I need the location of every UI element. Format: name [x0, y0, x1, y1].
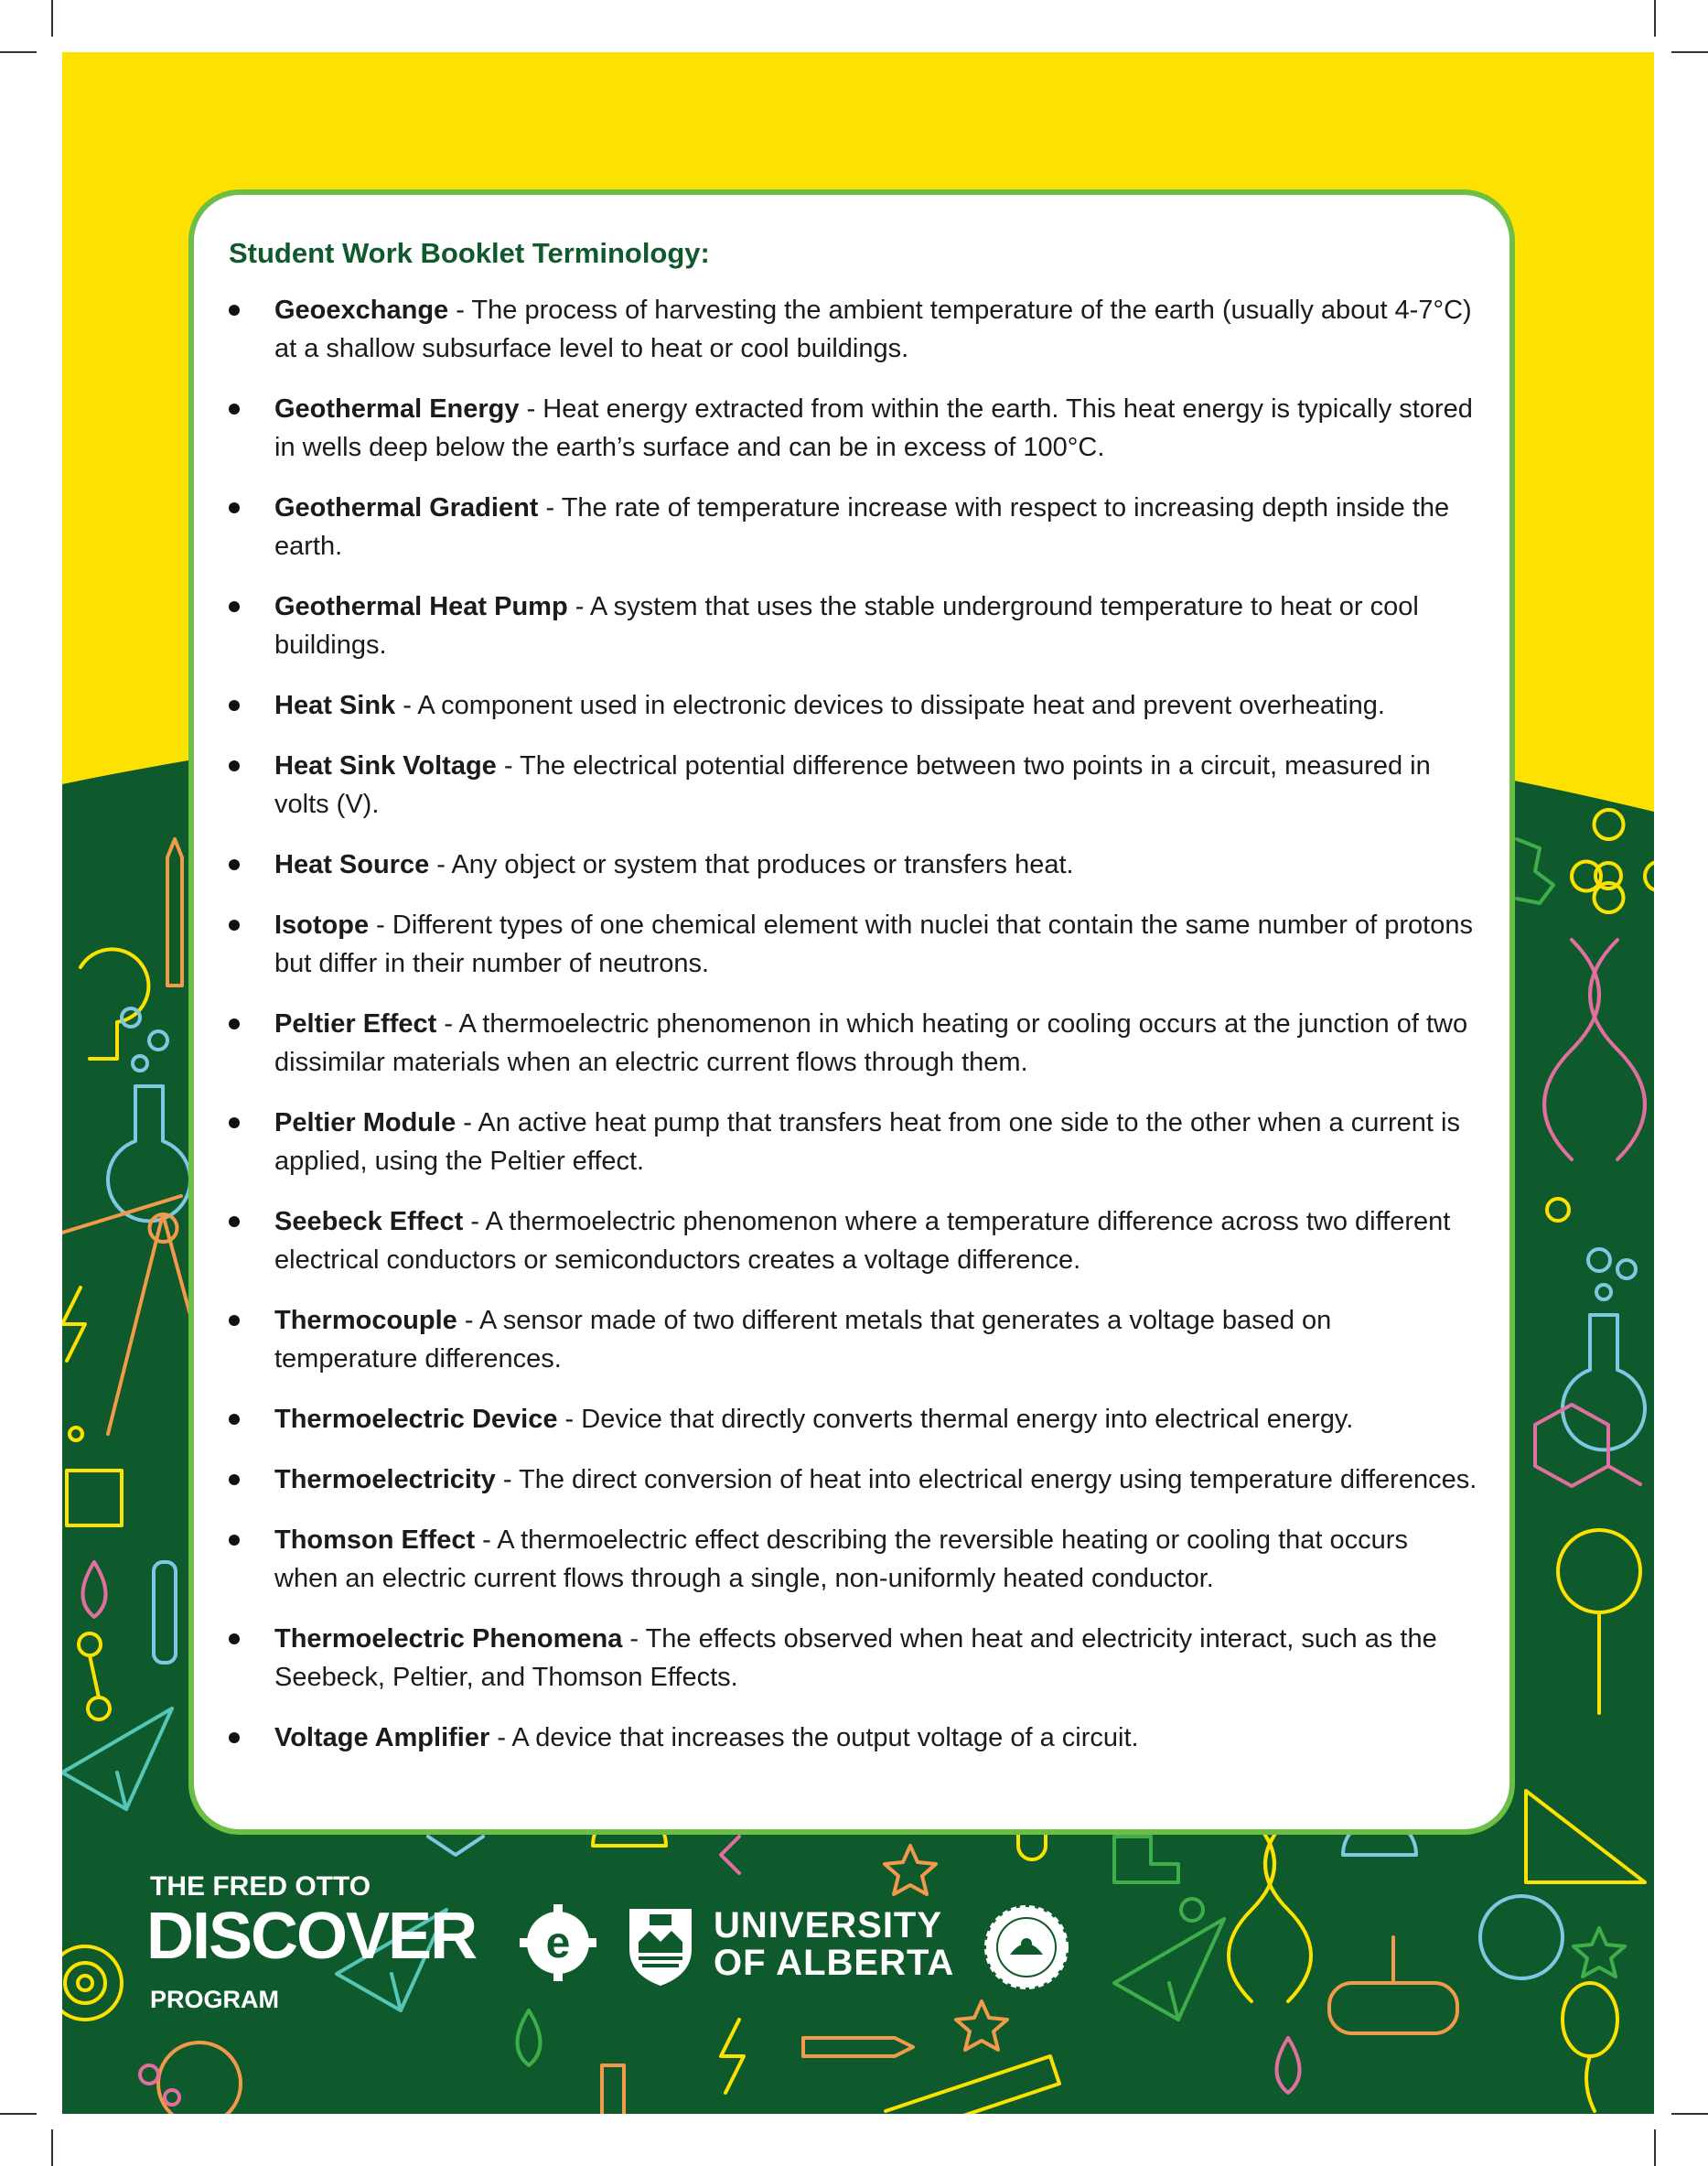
term-item [229, 1301, 1478, 1378]
crop-mark [0, 51, 37, 53]
booklet-page [62, 52, 1654, 2114]
bullet-icon [229, 859, 240, 870]
term-item [229, 846, 1478, 884]
term-item [229, 1719, 1478, 1757]
bullet-icon [229, 1474, 240, 1485]
crop-mark [1671, 51, 1708, 53]
bullet-icon [229, 1117, 240, 1128]
university-name-line1: UNIVERSITY [714, 1905, 943, 1945]
terminology-card [188, 189, 1515, 1835]
crop-mark [0, 2113, 37, 2115]
term-item [229, 390, 1478, 467]
term-name: Voltage Amplifier [274, 1723, 490, 1752]
term-item [229, 1521, 1478, 1598]
crop-mark [1671, 2113, 1708, 2115]
term-definition: - A device that increases the output voltage of a circuit. [489, 1723, 1139, 1752]
term-name: Thomson Effect [274, 1525, 476, 1555]
discover-e-gear-logo [520, 1904, 596, 1981]
bullet-icon [229, 502, 240, 513]
term-name: Seebeck Effect [274, 1207, 464, 1236]
bullet-icon [229, 700, 240, 711]
bullet-icon [229, 920, 240, 931]
term-definition: - The rate of temperature increase with respect to increasing depth inside the earth. [274, 493, 1450, 561]
term-item [229, 1202, 1478, 1279]
engineering-seal-icon [983, 1903, 1070, 1991]
term-name: Geoexchange [274, 296, 449, 325]
program-logo-wordmark: DISCOVER [146, 1900, 477, 1973]
term-item [229, 1620, 1478, 1697]
term-item [229, 1005, 1478, 1082]
bullet-icon [229, 1216, 240, 1227]
bullet-icon [229, 1732, 240, 1743]
bullet-icon [229, 305, 240, 316]
term-item [229, 686, 1478, 725]
term-name: Peltier Effect [274, 1009, 437, 1039]
term-definition: - A thermoelectric effect describing the reversible heating or cooling that occurs when an electric current flows through a single, non-uniformly heated conductor. [274, 1525, 1408, 1593]
term-definition: - A sensor made of two different metals that generates a voltage based on temperature differences. [274, 1306, 1332, 1374]
term-definition: - An active heat pump that transfers heat from one side to the other when a current is applied, using the Peltier effect. [274, 1108, 1460, 1176]
term-definition: - Any object or system that produces or transfers heat. [429, 850, 1074, 879]
term-name: Peltier Module [274, 1108, 457, 1137]
term-definition: - A thermoelectric phenomenon where a temperature difference across two different electrical conductors or semiconductors creates a voltage difference. [274, 1207, 1451, 1275]
crop-mark [51, 0, 53, 37]
term-item [229, 1460, 1478, 1499]
term-definition: - A component used in electronic devices to dissipate heat and prevent overheating. [395, 691, 1385, 720]
svg-text:e: e [545, 1919, 571, 1967]
crop-mark [51, 2129, 53, 2166]
term-name: Thermoelectric Phenomena [274, 1624, 623, 1654]
term-name: Geothermal Energy [274, 394, 520, 424]
term-item [229, 1104, 1478, 1180]
term-definition: - The process of harvesting the ambient temperature of the earth (usually about 4-7°C) at a shallow subsurface level to heat or cool buildings. [274, 296, 1472, 363]
university-name-line2: OF ALBERTA [714, 1943, 955, 1983]
term-name: Thermoelectricity [274, 1465, 496, 1494]
bullet-icon [229, 601, 240, 612]
term-name: Heat Sink [274, 691, 396, 720]
crop-mark [1654, 2129, 1656, 2166]
term-item [229, 291, 1478, 368]
term-name: Thermoelectric Device [274, 1405, 558, 1434]
terminology-heading: Student Work Booklet Terminology: [229, 237, 710, 269]
term-name: Heat Sink Voltage [274, 751, 497, 781]
bullet-icon [229, 1315, 240, 1326]
crop-mark [1654, 0, 1656, 37]
bullet-icon [229, 1633, 240, 1644]
term-definition: - A system that uses the stable underground temperature to heat or cool buildings. [274, 592, 1419, 660]
term-name: Geothermal Heat Pump [274, 592, 568, 621]
term-name: Geothermal Gradient [274, 493, 539, 523]
term-name: Thermocouple [274, 1306, 457, 1335]
bullet-icon [229, 1535, 240, 1546]
term-definition: - A thermoelectric phenomenon in which heating or cooling occurs at the junction of two dissimilar materials when an electric current flows through them. [274, 1009, 1468, 1077]
term-definition: - Device that directly converts thermal energy into electrical energy. [557, 1405, 1354, 1434]
term-item [229, 747, 1478, 824]
term-item [229, 1400, 1478, 1439]
term-item [229, 489, 1478, 566]
term-name: Heat Source [274, 850, 430, 879]
term-definition: - The effects observed when heat and electricity interact, such as the Seebeck, Peltier, and Thomson Effects. [274, 1624, 1437, 1692]
term-definition: - Different types of one chemical element with nuclei that contain the same number of protons but differ in their number of neutrons. [274, 911, 1473, 978]
bullet-icon [229, 1018, 240, 1029]
bullet-icon [229, 760, 240, 771]
term-definition: - Heat energy extracted from within the earth. This heat energy is typically stored in wells deep below the earth’s surface and can be in excess of 100°C. [274, 394, 1473, 462]
term-list [229, 291, 1478, 1779]
term-name: Isotope [274, 911, 370, 940]
program-top-text: THE FRED OTTO [150, 1871, 371, 1902]
term-item [229, 906, 1478, 983]
term-definition: - The direct conversion of heat into electrical energy using temperature differences. [495, 1465, 1477, 1494]
program-bottom-text: PROGRAM [150, 1986, 279, 2013]
term-definition: - The electrical potential difference between two points in a circuit, measured in volts (V). [274, 751, 1431, 819]
university-shield-icon [626, 1905, 695, 1988]
bullet-icon [229, 404, 240, 415]
bullet-icon [229, 1414, 240, 1425]
term-item [229, 587, 1478, 664]
